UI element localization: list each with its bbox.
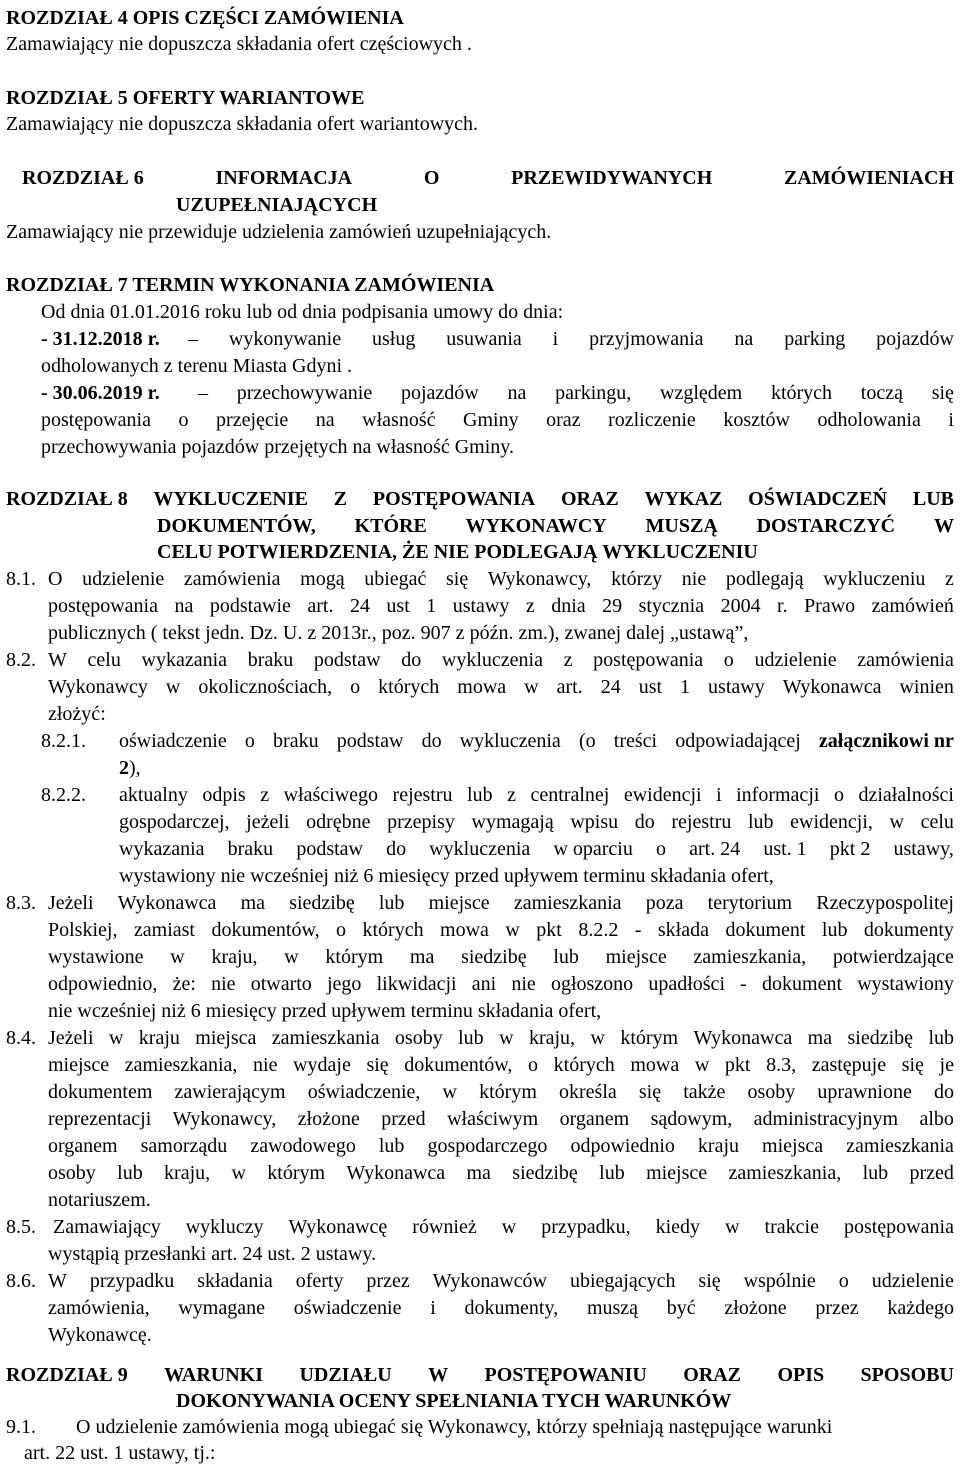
section-8-6-number: 8.6. (6, 1270, 36, 1292)
chapter-7-intro: Od dnia 01.01.2016 roku lub od dnia podpisania umowy do dnia: (41, 301, 564, 323)
section-8-6-line1: W przypadku składania oferty przez Wykonawców ubiegających się wspólnie o udzielenie (48, 1270, 954, 1292)
section-8-2-number: 8.2. (6, 649, 36, 671)
deadline-1-date: - 31.12.2018 r. (41, 328, 160, 350)
chapter-8-heading: ROZDZIAŁ 8 WYKLUCZENIE Z POSTĘPOWANIA ORAZ WYKAZ OŚWIADCZEŃ LUB (6, 488, 954, 510)
section-8-2-1-number: 8.2.1. (41, 730, 86, 752)
section-8-1-line1: O udzielenie zamówienia mogą ubiegać się Wykonawcy, którzy nie podlegają wykluczeniu z (48, 568, 954, 590)
section-8-4-number: 8.4. (6, 1027, 36, 1049)
chapter-4-text: Zamawiający nie dopuszcza składania ofert częściowych . (6, 33, 472, 55)
chapter-8-heading-line2: DOKUMENTÓW, KTÓRE WYKONAWCY MUSZĄ DOSTARCZYĆ W (157, 515, 954, 537)
chapter-8-heading-line3: CELU POTWIERDZENIA, ŻE NIE PODLEGAJĄ WYKLUCZENIU (157, 541, 758, 563)
section-9-1-number: 9.1. (6, 1416, 36, 1438)
section-8-5-number: 8.5. (6, 1216, 36, 1238)
section-8-2-line1: W celu wykazania braku podstaw do wykluczenia z postępowania o udzielenie zamówienia (48, 649, 954, 671)
section-8-4-line7: notariuszem. (48, 1189, 151, 1211)
section-8-2-line3: złożyć: (48, 703, 106, 725)
deadline-1-text: – wykonywanie usług usuwania i przyjmowania na parking pojazdów (188, 328, 954, 350)
deadline-2-text-end: przechowywania pojazdów przejętych na własność Gminy. (41, 436, 514, 458)
chapter-6-heading: ROZDZIAŁ 6 INFORMACJA O PRZEWIDYWANYCH ZAMÓWIENIACH (22, 167, 954, 189)
chapter-5-text: Zamawiający nie dopuszcza składania ofert wariantowych. (6, 113, 479, 135)
section-8-3-line3: wystawione w kraju, w którym ma siedzibę lub miejsce zamieszkania, potwierdzające (48, 946, 954, 968)
chapter-9-heading: ROZDZIAŁ 9 WARUNKI UDZIAŁU W POSTĘPOWANIU ORAZ OPIS SPOSOBU (6, 1364, 954, 1386)
section-8-2-2-line1: aktualny odpis z właściwego rejestru lub z centralnej ewidencji i informacji o działalności (119, 784, 954, 806)
deadline-1-text-cont: odholowanych z terenu Miasta Gdyni . (41, 355, 353, 377)
section-8-4-line1: Jeżeli w kraju miejsca zamieszkania osoby lub w kraju, w którym Wykonawca ma siedzibę lub (48, 1027, 954, 1049)
section-8-2-2-line3: wykazania braku podstaw do wykluczenia w oparciu o art. 24 ust. 1 pkt 2 ustawy, (119, 838, 954, 860)
section-8-2-2-line2: gospodarczej, jeżeli odrębne przepisy wymagają wpisu do rejestru lub ewidencji, w celu (119, 811, 954, 833)
section-9-1-line2: art. 22 ust. 1 ustawy, tj.: (24, 1442, 216, 1464)
section-8-1-line2: postępowania na podstawie art. 24 ust 1 ustawy z dnia 29 stycznia 2004 r. Prawo zamówień (48, 595, 954, 617)
section-8-4-line5: organem samorządu zawodowego lub gospodarczego odpowiednio kraju miejsca zamieszkania (48, 1135, 954, 1157)
section-8-2-2-line4: wystawiony nie wcześniej niż 6 miesięcy przed upływem terminu składania ofert, (119, 865, 774, 887)
chapter-7-heading: ROZDZIAŁ 7 TERMIN WYKONANIA ZAMÓWIENIA (6, 274, 495, 296)
section-9-1-line1: O udzielenie zamówienia mogą ubiegać się Wykonawcy, którzy spełniają następujące warunki (76, 1416, 833, 1438)
section-8-1-line3: publicznych ( tekst jedn. Dz. U. z 2013r., poz. 907 z późn. zm.), zwanej dalej „ustawą”, (48, 622, 749, 644)
section-8-6-line2: zamówienia, wymagane oświadczenie i dokumenty, muszą być złożone przez każdego (48, 1297, 954, 1319)
section-8-6-line3: Wykonawcę. (48, 1324, 152, 1346)
section-8-5-line2: wystąpią przesłanki art. 24 ust. 2 ustawy. (48, 1243, 377, 1265)
section-8-3-number: 8.3. (6, 892, 36, 914)
section-8-4-line4: reprezentacji Wykonawcy, złożone przed właściwym organem sądowym, administracyjnym albo (48, 1108, 954, 1130)
section-8-2-line2: Wykonawcy w okolicznościach, o których mowa w art. 24 ust 1 ustawy Wykonawca winien (48, 676, 954, 698)
deadline-2-text-cont: postępowania o przejęcie na własność Gminy oraz rozliczenie kosztów odholowania i (41, 409, 954, 431)
section-8-3-line1: Jeżeli Wykonawca ma siedzibę lub miejsce zamieszkania poza terytorium Rzeczypospolitej (48, 892, 954, 914)
section-8-3-line5: nie wcześniej niż 6 miesięcy przed upływem terminu składania ofert, (48, 1000, 602, 1022)
chapter-6-text: Zamawiający nie przewiduje udzielenia zamówień uzupełniających. (6, 221, 552, 243)
section-8-3-line4: odpowiednio, że: nie otwarto jego likwidacji ani nie ogłoszono upadłości - dokument wystawiony (48, 973, 954, 995)
section-8-2-1-line2: 2), (119, 757, 141, 779)
section-8-3-line2: Polskiej, zamiast dokumentów, o których mowa w pkt 8.2.2 - składa dokument lub dokumenty (48, 919, 954, 941)
chapter-5-heading: ROZDZIAŁ 5 OFERTY WARIANTOWE (6, 87, 365, 109)
section-8-4-line2: miejsce zamieszkania, nie wydaje się dokumentów, o których mowa w pkt 8.3, zastępuje się je (48, 1054, 954, 1076)
deadline-2-date: - 30.06.2019 r. (41, 382, 160, 404)
chapter-6-heading-cont: UZUPEŁNIAJĄCYCH (176, 194, 378, 216)
section-8-2-2-number: 8.2.2. (41, 784, 86, 806)
section-8-4-line6: osoby lub kraju, w którym Wykonawca ma siedzibę lub miejsce zamieszkania, lub przed (48, 1162, 954, 1184)
deadline-2-text: – przechowywanie pojazdów na parkingu, względem których toczą się (198, 382, 954, 404)
chapter-4-heading: ROZDZIAŁ 4 OPIS CZĘŚCI ZAMÓWIENIA (6, 7, 404, 29)
section-8-2-1-line1: oświadczenie o braku podstaw do wykluczenia (o treści odpowiadającej załącznikowi nr (119, 730, 954, 752)
chapter-9-heading-line2: DOKONYWANIA OCENY SPEŁNIANIA TYCH WARUNKÓW (176, 1390, 732, 1412)
section-8-5-line1: Zamawiający wykluczy Wykonawcę również w przypadku, kiedy w trakcie postępowania (53, 1216, 954, 1238)
section-8-4-line3: dokumentem zawierającym oświadczenie, w którym określa się także osoby uprawnione do (48, 1081, 954, 1103)
section-8-1-number: 8.1. (6, 568, 36, 590)
